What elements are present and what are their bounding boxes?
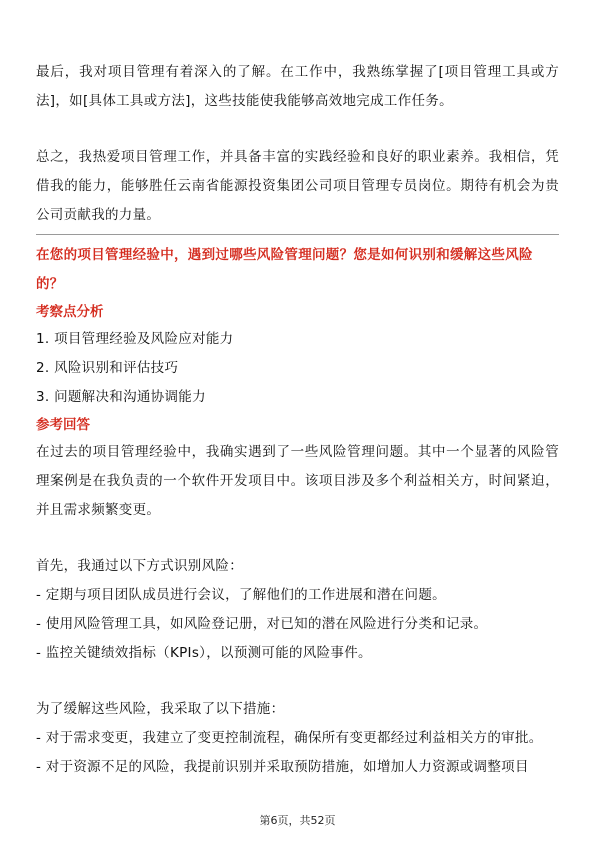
page-content [36,58,559,782]
analysis-title: 考察点分析 [36,304,104,320]
answer-title: 参考回答 [36,417,90,433]
page-number: 第6页，共52页 [259,814,336,827]
mitigate-item: - 对于需求变更，我建立了变更控制流程，确保所有变更都经过利益相关方的审批。 [36,730,543,746]
spacer [36,525,559,552]
mitigate-item: - 对于资源不足的风险，我提前识别并采取预防措施，如增加人力资源或调整项目 [36,759,529,775]
closing-paragraph-1: 最后，我对项目管理有着深入的了解。在工作中，我熟练掌握了[项目管理工具或方法]，如[具体工具或方法]，这些技能使我能够高效地完成工作任务。 [36,64,559,109]
section-divider [36,234,559,235]
identify-lead: 首先，我通过以下方式识别风险： [36,558,243,574]
identify-item: - 定期与项目团队成员进行会议，了解他们的工作进展和潜在问题。 [36,587,446,603]
mitigate-lead: 为了缓解这些风险，我采取了以下措施： [36,701,285,717]
interview-question: 在您的项目管理经验中，遇到过哪些风险管理问题？您是如何识别和缓解这些风险的？ [36,247,533,292]
identify-item: - 监控关键绩效指标（KPIs），以预测可能的风险事件。 [36,645,372,661]
analysis-item: 3. 问题解决和沟通协调能力 [36,389,206,405]
spacer [36,668,559,695]
spacer [36,116,559,143]
analysis-item: 1. 项目管理经验及风险应对能力 [36,331,234,347]
closing-paragraph-2: 总之，我热爱项目管理工作，并具备丰富的实践经验和良好的职业素养。我相信，凭借我的能力，能够胜任云南省能源投资集团公司项目管理专员岗位。期待有机会为贵公司贡献我的力量。 [36,149,559,223]
identify-item: - 使用风险管理工具，如风险登记册，对已知的潜在风险进行分类和记录。 [36,616,488,632]
analysis-item: 2. 风险识别和评估技巧 [36,360,179,376]
answer-intro: 在过去的项目管理经验中，我确实遇到了一些风险管理问题。其中一个显著的风险管理案例是在我负责的一个软件开发项目中。该项目涉及多个利益相关方，时间紧迫，并且需求频繁变更。 [36,444,559,518]
